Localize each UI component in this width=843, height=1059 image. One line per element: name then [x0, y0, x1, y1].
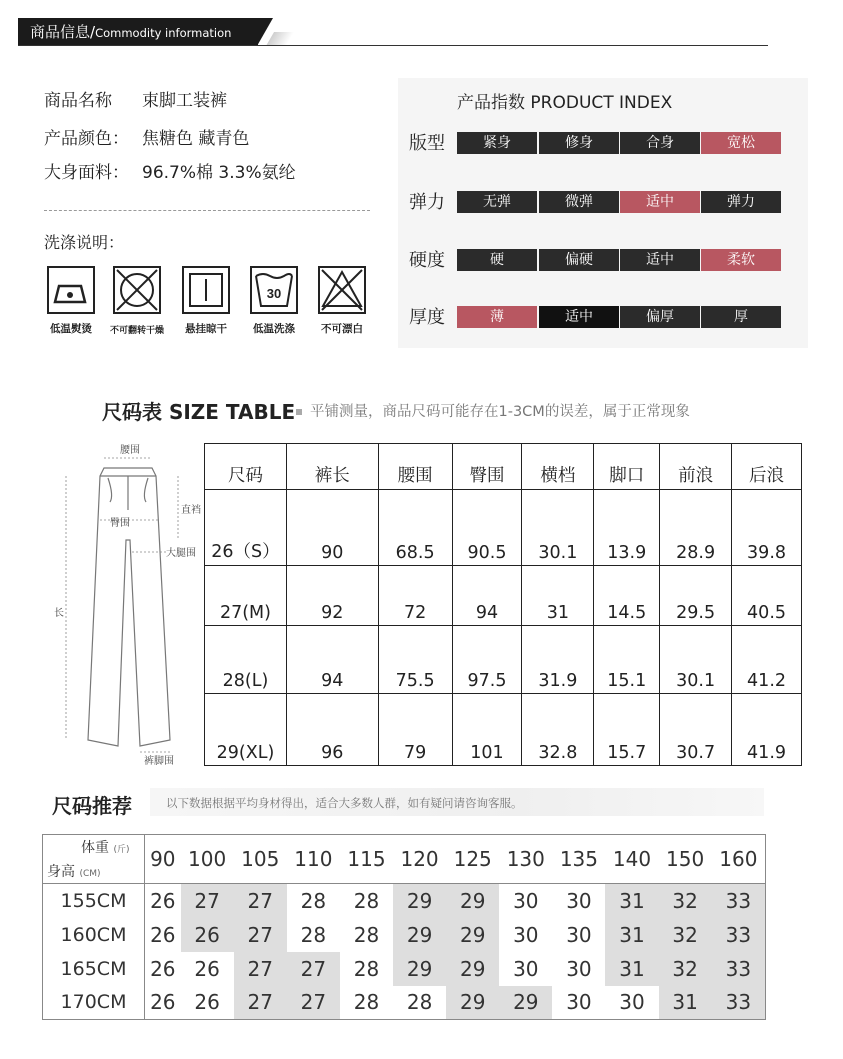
- recommend-size-cell: 28: [300, 922, 327, 947]
- diagram-label-hip: 臀围: [110, 518, 130, 529]
- index-option: 适中: [620, 191, 700, 213]
- recommend-size-cell: 33: [712, 986, 766, 1020]
- recommend-size-cell: 30: [566, 990, 592, 1015]
- size-table-cell: 13.9: [594, 490, 660, 566]
- recommend-corner-cell: [43, 835, 145, 884]
- height-row-label: 160CM: [43, 918, 145, 952]
- size-table-cell: 96: [286, 694, 378, 766]
- size-table-cell: 31: [522, 566, 594, 626]
- weight-header-cell: 90: [145, 835, 181, 884]
- pants-measurement-diagram: [48, 440, 206, 770]
- wash-item-no-bleach: [309, 266, 375, 336]
- recommend-size-cell: 32: [659, 918, 712, 952]
- pants-outline: [88, 468, 170, 746]
- size-table-cell: 40.5: [732, 566, 802, 626]
- size-table-cell: 15.7: [594, 694, 660, 766]
- recommend-size-cell: 33: [712, 952, 766, 986]
- size-table-cell: 27(M): [205, 566, 287, 626]
- weight-header-cell: 125: [446, 835, 499, 884]
- index-option: 微弹: [539, 191, 619, 213]
- size-table-header-cell: 臀围: [452, 444, 522, 490]
- recommend-size-cell: 27: [287, 952, 340, 986]
- corner-height-label: [47, 861, 101, 881]
- size-table-cell: 15.1: [594, 626, 660, 694]
- recommend-size-cell: 26: [194, 990, 220, 1015]
- recommend-size-cell: 27: [234, 884, 287, 918]
- recommend-size-cell: 30: [566, 888, 592, 913]
- recommend-size-cell: 33: [712, 918, 766, 952]
- size-table-cell: 39.8: [732, 490, 802, 566]
- recommend-size-cell: 30: [513, 956, 539, 981]
- size-table-cell: 97.5: [452, 626, 522, 694]
- index-option: 薄: [457, 306, 537, 328]
- index-option: 硬: [457, 249, 537, 271]
- diagram-label-length: 长: [54, 608, 64, 619]
- size-table-cell: 92: [286, 566, 378, 626]
- bullet-icon: [296, 409, 302, 415]
- wash-instructions-title: 洗涤说明：: [44, 233, 125, 252]
- recommend-size-cell: 28: [300, 888, 327, 913]
- recommend-size-cell: 31: [659, 986, 712, 1020]
- weight-header-cell: 100: [181, 835, 234, 884]
- size-table-row: [205, 694, 802, 766]
- size-table-cell: 72: [378, 566, 452, 626]
- index-option: 无弹: [457, 191, 537, 213]
- product-fabric-label: 大身面料：: [44, 163, 129, 183]
- size-table-header-cell: 前浪: [660, 444, 732, 490]
- size-table-cell: 68.5: [378, 490, 452, 566]
- recommend-size-cell: 29: [393, 918, 446, 952]
- wash-item-no-tumble: [104, 266, 170, 336]
- size-table-cell: 30.1: [660, 626, 732, 694]
- recommend-row: [43, 986, 766, 1020]
- recommend-row: [43, 952, 766, 986]
- recommend-row: [43, 884, 766, 918]
- recommend-size-cell: 29: [393, 952, 446, 986]
- size-table-header-cell: 尺码: [205, 444, 287, 490]
- weight-header-cell: 140: [605, 835, 658, 884]
- recommend-size-cell: 26: [194, 956, 220, 981]
- product-color-label: 产品颜色：: [44, 129, 129, 149]
- index-option: 适中: [620, 249, 700, 271]
- height-row-label: 155CM: [43, 884, 145, 918]
- recommend-note: 以下数据根据平均身材得出，适合大多数人群，如有疑问请咨询客服。: [166, 796, 523, 810]
- recommend-size-cell: 29: [446, 884, 499, 918]
- size-table-cell: 32.8: [522, 694, 594, 766]
- size-table-cell: 29.5: [660, 566, 732, 626]
- size-table-cell: 94: [452, 566, 522, 626]
- recommend-size-cell: 28: [353, 990, 380, 1015]
- recommend-size-cell: 26: [150, 888, 176, 913]
- size-table-header-cell: 后浪: [732, 444, 802, 490]
- index-option: 偏硬: [539, 249, 619, 271]
- wash-label-wash-30: 低温洗涤: [253, 323, 295, 335]
- size-table-cell: 90.5: [452, 490, 522, 566]
- size-recommend-table: [42, 834, 766, 1020]
- recommend-size-cell: 26: [150, 956, 176, 981]
- wash-label-low-iron: 低温熨烫: [50, 323, 92, 335]
- height-row-label: 170CM: [43, 986, 145, 1020]
- section-header: [18, 16, 768, 48]
- size-table-cell: 14.5: [594, 566, 660, 626]
- recommend-size-cell: 27: [234, 918, 287, 952]
- index-row-label: 弹力: [409, 192, 445, 213]
- wash-item-hang-dry: [173, 266, 239, 336]
- height-row-label: 165CM: [43, 952, 145, 986]
- size-table-cell: 101: [452, 694, 522, 766]
- recommend-size-cell: 27: [234, 986, 287, 1020]
- size-table-cell: 94: [286, 626, 378, 694]
- index-option: 柔软: [701, 249, 781, 271]
- recommend-size-cell: 27: [287, 986, 340, 1020]
- wash-label-no-bleach: 不可漂白: [321, 323, 363, 335]
- size-table-cell: 30.1: [522, 490, 594, 566]
- recommend-size-cell: 30: [566, 922, 592, 947]
- size-table-row: [205, 490, 802, 566]
- corner-weight-text: 体重: [81, 840, 109, 856]
- recommend-size-cell: 31: [605, 884, 658, 918]
- recommend-corner: [43, 835, 144, 883]
- size-table-cell: 28.9: [660, 490, 732, 566]
- recommend-size-cell: 27: [181, 884, 234, 918]
- size-table-cell: 31.9: [522, 626, 594, 694]
- weight-header-cell: 115: [340, 835, 393, 884]
- recommend-size-cell: 30: [566, 956, 592, 981]
- product-fabric-value: 96.7%棉 3.3%氨纶: [142, 163, 296, 183]
- size-table-cell: 26（S）: [205, 490, 287, 566]
- wash-label-no-tumble: 不可翻转干燥: [109, 326, 164, 336]
- size-table: [204, 443, 802, 766]
- header-rule: [18, 45, 768, 46]
- recommend-size-cell: 29: [446, 918, 499, 952]
- corner-weight-label: [81, 837, 129, 857]
- size-table-header-cell: 腰围: [378, 444, 452, 490]
- right-pocket-line: [144, 478, 148, 502]
- recommend-size-cell: 29: [393, 884, 446, 918]
- index-option: 适中: [539, 306, 619, 328]
- recommend-size-cell: 28: [353, 956, 380, 981]
- recommend-size-cell: 27: [234, 952, 287, 986]
- weight-header-cell: 130: [499, 835, 552, 884]
- index-row-label: 硬度: [409, 250, 445, 271]
- index-row-label: 版型: [409, 133, 445, 154]
- recommend-size-cell: 26: [181, 918, 234, 952]
- size-table-note: [296, 400, 690, 421]
- size-table-cell: 41.2: [732, 626, 802, 694]
- wash-item-low-iron: [38, 266, 104, 336]
- low-iron-icon: [47, 266, 95, 314]
- header-title-en: Commodity information: [95, 26, 232, 40]
- recommend-header-row: [43, 835, 766, 884]
- size-table-header-row: [205, 444, 802, 490]
- index-option: 偏厚: [620, 306, 700, 328]
- recommend-size-cell: 29: [446, 986, 499, 1020]
- corner-height-unit: (CM): [79, 869, 101, 879]
- recommend-size-cell: 30: [513, 888, 539, 913]
- weight-header-cell: 135: [552, 835, 605, 884]
- wash-label-hang-dry: 悬挂晾干: [185, 323, 227, 335]
- recommend-size-cell: 32: [659, 952, 712, 986]
- size-table-cell: 79: [378, 694, 452, 766]
- wash-item-wash-30: [241, 266, 307, 336]
- size-table-note-text: 平铺测量，商品尺码可能存在1-3CM的误差，属于正常现象: [310, 404, 690, 420]
- product-name-label: 商品名称: [44, 91, 112, 111]
- product-index-title: 产品指数 PRODUCT INDEX: [457, 93, 673, 113]
- recommend-row: [43, 918, 766, 952]
- wash-temp-label: 30: [266, 286, 282, 301]
- header-title-cn: 商品信息/: [30, 23, 96, 41]
- index-option: 厚: [701, 306, 781, 328]
- wash-30-icon: [250, 266, 298, 314]
- product-name-value: 束脚工装裤: [142, 91, 227, 111]
- index-option: 紧身: [457, 132, 537, 154]
- corner-height-text: 身高: [47, 864, 75, 880]
- index-row-label: 厚度: [409, 307, 445, 328]
- product-color-row: [44, 124, 249, 149]
- section-header-tab: [18, 18, 258, 46]
- size-table-row: [205, 626, 802, 694]
- recommend-size-cell: 29: [446, 952, 499, 986]
- left-pocket-line: [108, 478, 112, 502]
- size-table-cell: 90: [286, 490, 378, 566]
- weight-header-cell: 110: [287, 835, 340, 884]
- size-table-cell: 28(L): [205, 626, 287, 694]
- weight-header-cell: 120: [393, 835, 446, 884]
- recommend-title: 尺码推荐: [52, 794, 132, 818]
- no-tumble-dry-icon: [113, 266, 161, 314]
- recommend-size-cell: 33: [712, 884, 766, 918]
- product-name-row: [44, 86, 227, 111]
- recommend-size-cell: 30: [619, 990, 645, 1015]
- recommend-size-cell: 31: [605, 918, 658, 952]
- recommend-size-cell: 29: [499, 986, 552, 1020]
- hang-dry-icon: [182, 266, 230, 314]
- recommend-size-cell: 31: [605, 952, 658, 986]
- product-color-value: 焦糖色 藏青色: [142, 129, 250, 149]
- index-option: 宽松: [701, 132, 781, 154]
- recommend-size-cell: 28: [406, 990, 433, 1015]
- product-fabric-row: [44, 158, 296, 183]
- recommend-size-cell: 32: [659, 884, 712, 918]
- diagram-label-waist: 腰围: [120, 445, 140, 456]
- recommend-size-cell: 30: [513, 922, 539, 947]
- size-table-header-cell: 裤长: [286, 444, 378, 490]
- no-bleach-icon: [318, 266, 366, 314]
- size-table-cell: 30.7: [660, 694, 732, 766]
- size-table-cell: 75.5: [378, 626, 452, 694]
- diagram-label-thigh: 大腿围: [166, 548, 196, 559]
- recommend-size-cell: 26: [150, 990, 176, 1015]
- weight-header-cell: 160: [712, 835, 766, 884]
- weight-header-cell: 105: [234, 835, 287, 884]
- size-table-header-cell: 脚口: [594, 444, 660, 490]
- diagram-label-hem: 裤脚围: [144, 756, 174, 767]
- recommend-size-cell: 28: [353, 888, 380, 913]
- index-option: 弹力: [701, 191, 781, 213]
- index-option: 合身: [620, 132, 700, 154]
- info-divider: [44, 210, 370, 211]
- recommend-size-cell: 28: [353, 922, 380, 947]
- size-table-cell: 41.9: [732, 694, 802, 766]
- size-table-header-cell: 横档: [522, 444, 594, 490]
- weight-header-cell: 150: [659, 835, 712, 884]
- size-table-row: [205, 566, 802, 626]
- diagram-label-rise: 直裆: [181, 505, 201, 516]
- size-table-title: 尺码表 SIZE TABLE: [102, 400, 296, 424]
- index-option: 修身: [539, 132, 619, 154]
- recommend-size-cell: 26: [150, 922, 176, 947]
- size-table-cell: 29(XL): [205, 694, 287, 766]
- corner-weight-unit: (斤): [113, 845, 130, 855]
